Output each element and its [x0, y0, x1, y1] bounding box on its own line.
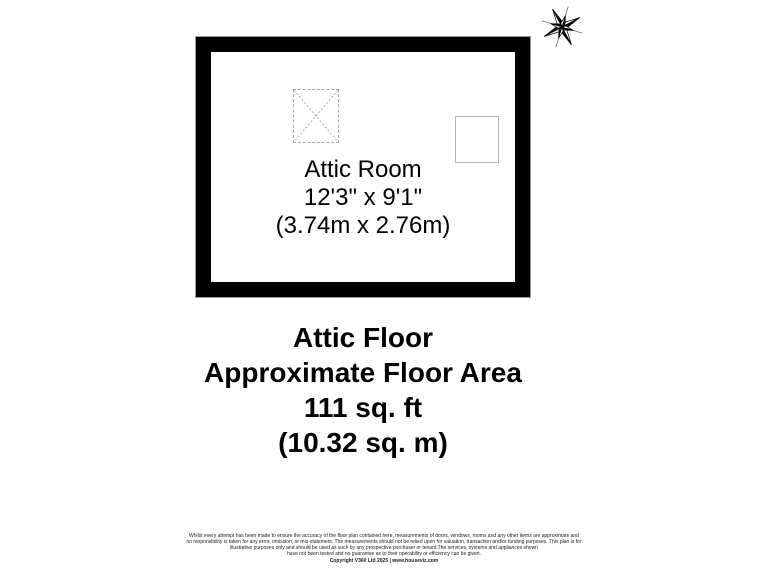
- floor-title: Attic Floor: [293, 322, 433, 353]
- attic-room-wall-outline: [195, 36, 531, 298]
- floor-area-imperial: 111 sq. ft: [303, 392, 423, 423]
- disclaimer-line-3: illustrative purposes only and should be used as such by any prospective purchaser or tenant.The services, systems and appliances shown: [230, 545, 538, 551]
- disclaimer-line-2: no responsibility is taken for any error, omission, or mis-statement. The measurements should not be relied upon for valuation, transaction and/or funding purposes. This plan is for: [186, 539, 582, 545]
- roof-window-symbol: [293, 89, 339, 143]
- floor-area-metric: (10.32 sq. m): [278, 427, 448, 458]
- room-dimensions-metric: (3.74m x 2.76m): [275, 212, 451, 239]
- disclaimer-line-1: Whilst every attempt has been made to ensure the accuracy of the floor plan contained here, measurements of doors, windows, rooms and any other items are approximate and: [189, 533, 579, 539]
- room-name: Attic Room: [304, 156, 422, 183]
- floor-area-label: Approximate Floor Area: [204, 357, 522, 388]
- disclaimer: [0, 533, 768, 564]
- attic-room-interior: [211, 52, 515, 282]
- room-dimensions-imperial: 12'3" x 9'1": [303, 184, 423, 211]
- floor-summary: [195, 320, 531, 460]
- room-label: [211, 156, 515, 240]
- roof-window-cross-icon: [294, 90, 338, 142]
- disclaimer-line-4: have not been tested and no guarantee as to their operability or efficiency can be given.: [287, 551, 481, 557]
- copyright-line: Copyright V360 Ltd 2025 | www.houseviz.com: [329, 558, 439, 564]
- compass-rose-icon: [540, 5, 584, 49]
